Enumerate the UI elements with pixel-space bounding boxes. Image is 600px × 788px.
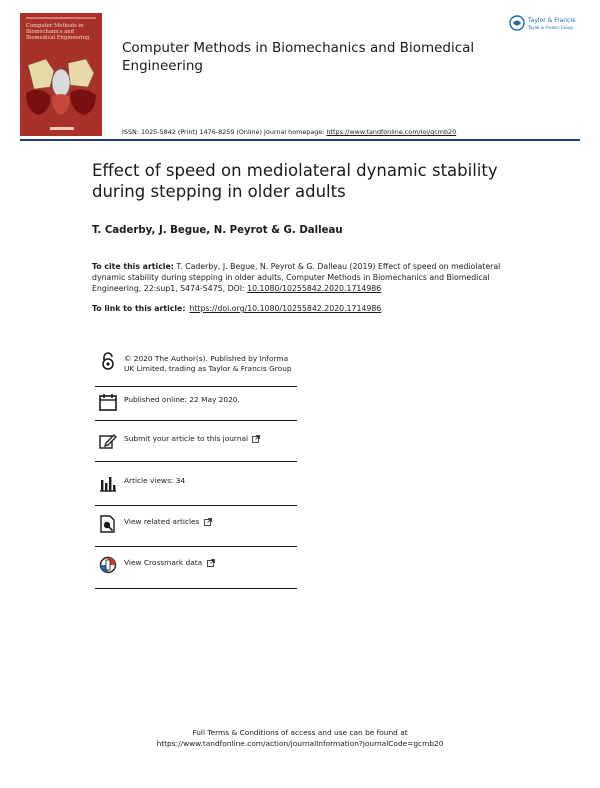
- footer-terms-link[interactable]: https://www.tandfonline.com/action/journalInformation?journalCode=gcmb20: [156, 739, 444, 748]
- footer-line: Full Terms & Conditions of access and use can be found at: [192, 728, 408, 737]
- cover-artwork: [24, 57, 98, 117]
- divider: [95, 420, 297, 421]
- article-link-line: [92, 304, 381, 313]
- journal-title: Computer Methods in Biomechanics and Biomedical Engineering: [122, 40, 475, 74]
- submit-row[interactable]: [95, 432, 297, 454]
- publisher-tagline: Taylor & Francis Group: [528, 25, 573, 30]
- cover-top-bar: [26, 17, 96, 19]
- divider: [95, 546, 297, 547]
- publisher-logo[interactable]: [509, 15, 589, 35]
- terms-footer: [0, 727, 600, 749]
- citation-label: To cite this article:: [92, 262, 174, 271]
- edit-icon: [99, 432, 117, 450]
- journal-homepage-link[interactable]: https://www.tandfonline.com/loi/gcmb20: [326, 128, 457, 136]
- views-row: [95, 474, 297, 496]
- crossmark-label: View Crossmark data: [124, 558, 203, 567]
- published-row: [95, 393, 297, 415]
- search-document-icon: [99, 515, 117, 533]
- license-text: © 2020 The Author(s). Published by Informa UK Limited, trading as Taylor & Francis Group: [124, 354, 292, 373]
- external-link-icon: [252, 435, 260, 443]
- citation-text: T. Caderby, J. Begue, N. Peyrot & G. Dalleau (2019) Effect of speed on mediolateral dynamic stability during stepping in older adults, Computer Methods in Biomechanics and Biomedical Engineering, 22:sup1, S474-S475, DOI:: [92, 262, 501, 293]
- article-views: Article views: 34: [124, 476, 186, 485]
- issn-text: ISSN: 1025-5842 (Print) 1476-8259 (Online) Journal homepage:: [122, 128, 327, 136]
- article-title: Effect of speed on mediolateral dynamic stability during stepping in older adults: [92, 161, 498, 201]
- related-articles-label: View related articles: [124, 517, 200, 526]
- external-link-icon: [207, 559, 215, 567]
- citation: [92, 261, 512, 294]
- published-date: Published online: 22 May 2020.: [124, 395, 240, 404]
- divider: [95, 505, 297, 506]
- article-doi-link[interactable]: https://doi.org/10.1080/10255842.2020.1714986: [189, 304, 382, 313]
- publisher-logo-icon: [509, 15, 525, 31]
- calendar-icon: [99, 393, 117, 411]
- license-row: [95, 352, 297, 386]
- cover-title: Computer Methods in Biomechanics and Biomedical Engineering: [26, 23, 90, 41]
- submit-article-link[interactable]: [124, 434, 299, 444]
- citation-doi-link[interactable]: 10.1080/10255842.2020.1714986: [247, 284, 382, 293]
- external-link-icon: [204, 518, 212, 526]
- related-row[interactable]: [95, 515, 297, 537]
- bar-chart-icon: [99, 474, 117, 492]
- open-access-lock-icon: [99, 352, 117, 370]
- divider: [95, 386, 297, 387]
- crossmark-icon: [99, 556, 117, 574]
- article-authors: T. Caderby, J. Begue, N. Peyrot & G. Dalleau: [92, 225, 343, 236]
- publisher-name: Taylor & Francis: [528, 17, 576, 24]
- cover-footer-mark: [50, 127, 74, 130]
- journal-cover: [20, 13, 102, 136]
- crossmark-row[interactable]: [95, 556, 297, 578]
- header-rule: [20, 139, 580, 141]
- divider: [95, 588, 297, 589]
- article-link-label: To link to this article:: [92, 304, 186, 313]
- divider: [95, 461, 297, 462]
- related-articles-link[interactable]: [124, 517, 299, 527]
- crossmark-link[interactable]: [124, 558, 299, 568]
- issn-line: [122, 128, 456, 136]
- submit-article-label: Submit your article to this journal: [124, 434, 249, 443]
